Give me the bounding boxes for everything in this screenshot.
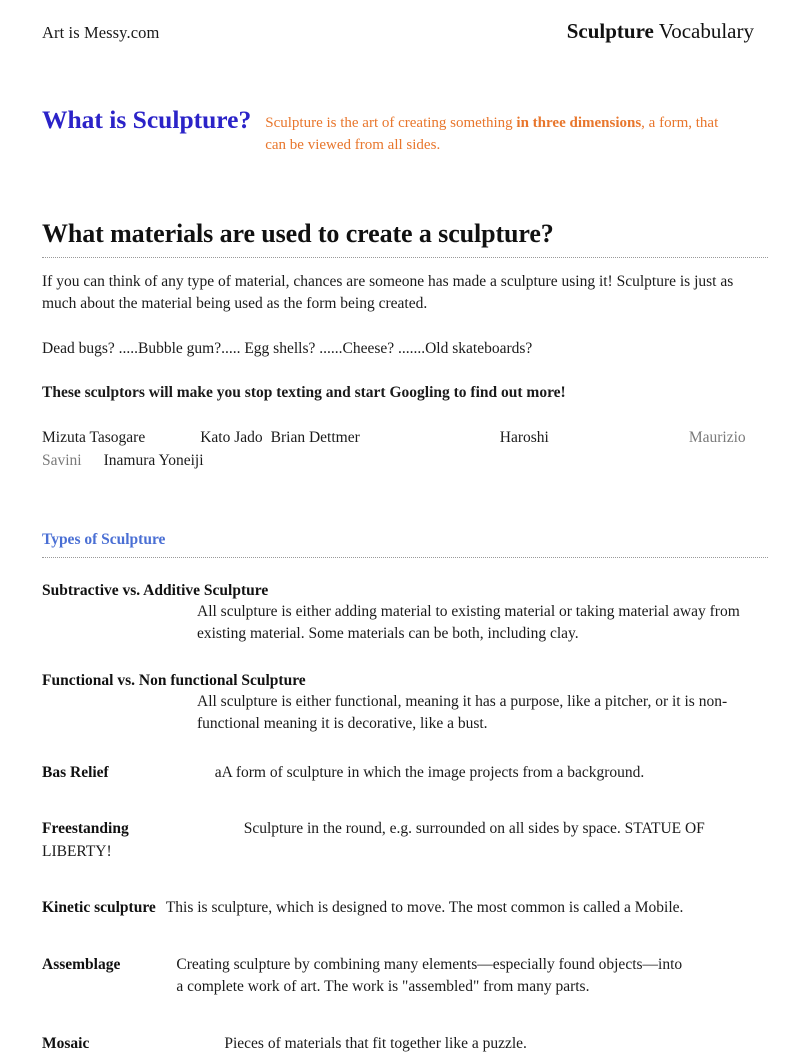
definition-row [42,1033,768,1055]
intro-heading: What is Sculpture? [42,105,252,134]
definition-description: Pieces of materials that fit together like a puzzle. [224,1034,527,1052]
definition-row [42,672,768,736]
types-definition-list [42,582,768,1055]
intro-definition-highlight: in three dimensions [516,115,642,131]
intro-block [0,106,810,157]
definition-term: Subtractive vs. Additive Sculpture [42,581,269,599]
divider-materials [42,257,768,258]
materials-paragraph: If you can think of any type of material, chances are someone has made a sculpture using it! Sculpture is just as much about the material being used as the form being created. [42,272,734,313]
page-header [0,0,810,44]
definition-description: Creating sculpture by combining many elements—especially found objects—into a complete work of art. The work is "assembled" from many parts. [176,955,683,996]
artist-name-5: Maurizio Savini [42,429,750,469]
artist-name-3: Brian Dettmer [270,429,360,446]
definition-description: This is sculpture, which is designed to move. The most common is called a Mobile. [165,899,684,917]
artist-name-list [42,427,768,473]
types-heading: Types of Sculpture [42,530,166,548]
spacer [42,800,768,818]
intro-definition-period: . [436,136,441,153]
document-title [567,19,754,44]
definition-row [42,762,768,784]
definition-row [42,818,768,863]
artist-name-4: Haroshi [499,429,549,446]
materials-callout: These sculptors will make you stop texting and start Googling to find out more! [42,384,566,402]
definition-term: Assemblage [42,955,121,973]
definition-term: Kinetic sculpture [42,899,156,917]
intro-definition [265,106,735,157]
artist-name-1: Mizuta Tasogare [42,429,146,446]
divider-types [42,557,768,558]
spacer [42,752,768,762]
definition-term: Functional vs. Non functional Sculpture [42,671,306,689]
spacer [42,662,768,672]
definition-description: All sculpture is either adding material to existing material or taking material away from existing material. Some materials can be both, including clay. [197,602,740,643]
definition-description: aA form of sculpture in which the image projects from a background. [214,763,645,781]
spacer [42,879,768,897]
definition-description: All sculpture is either functional, meaning it has a purpose, like a pitcher, or it is non-functional meaning it is decorative, like a bust. [197,692,728,733]
intro-definition-part1: Sculpture is the art of creating something [265,115,517,131]
spacer [42,936,768,954]
materials-heading: What materials are used to create a sculpture? [42,218,554,248]
definition-row [42,582,768,646]
document-title-bold: Sculpture [566,19,654,43]
definition-term: Freestanding [42,820,129,838]
definition-description: Sculpture in the round, e.g. surrounded on all sides by space. STATUE OF LIBERTY! [42,820,705,860]
definition-term: Bas Relief [42,763,109,781]
intro-definition-part2: , a form, that can be viewed from all sides [265,115,719,153]
artist-name-6: Inamura Yoneiji [103,451,204,469]
materials-examples: Dead bugs? .....Bubble gum?..... Egg shells? ......Cheese? .......Old skateboards? [42,339,533,357]
definition-term: Mosaic [42,1034,90,1052]
site-name: Art is Messy.com [42,23,160,42]
document-title-regular: Vocabulary [653,19,754,43]
definition-row [42,897,768,919]
definition-row [42,954,768,999]
artist-name-2: Kato Jado [200,429,263,446]
